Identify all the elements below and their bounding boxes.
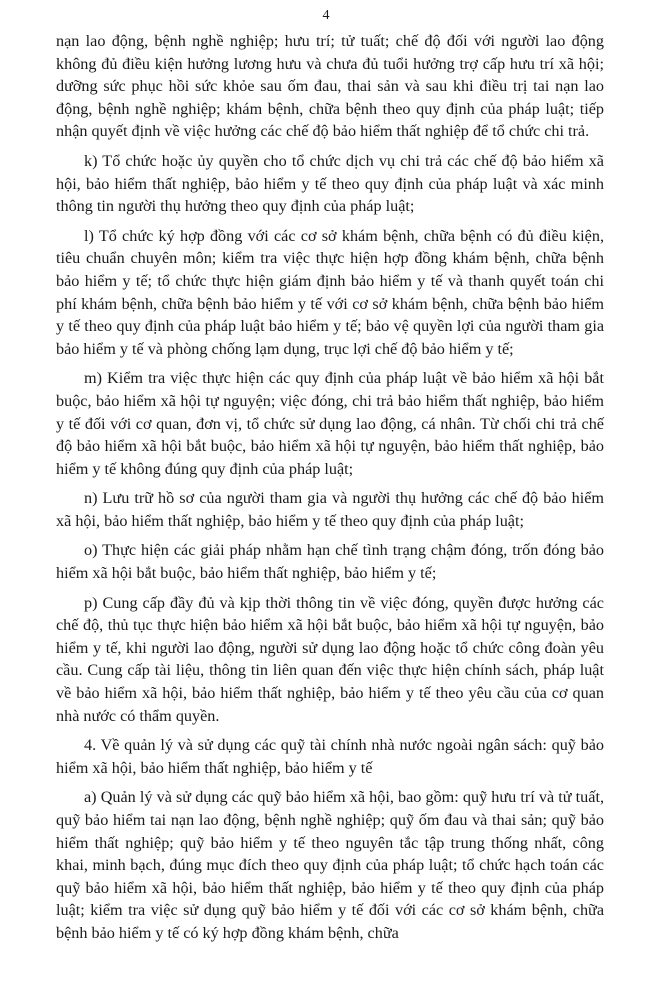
paragraph-item-m: m) Kiểm tra việc thực hiện các quy định của pháp luật về bảo hiểm xã hội bắt buộc, bảo hiểm xã hội tự nguyện; việc đóng, chi trả bảo hiểm thất nghiệp, bảo hiểm y tế đối với cơ quan, đơn vị, tổ chức sử dụng lao động, cá nhân. Từ chối chi trả chế độ bảo hiểm xã hội bắt buộc, bảo hiểm xã hội tự nguyện, bảo hiểm thất nghiệp, bảo hiểm y tế không đúng quy định của pháp luật; [56, 369, 604, 478]
paragraph-item-a: a) Quản lý và sử dụng các quỹ bảo hiểm xã hội, bao gồm: quỹ hưu trí và tử tuất, quỹ bảo hiểm tai nạn lao động, bệnh nghề nghiệp; quỹ ốm đau và thai sản; quỹ bảo hiểm thất nghiệp; quỹ bảo hiểm y tế theo nguyên tắc tập trung thống nhất, công khai, minh bạch, đúng mục đích theo quy định của pháp luật; tổ chức hạch toán các quỹ bảo hiểm xã hội, bảo hiểm thất nghiệp, bảo hiểm y tế theo quy định của pháp luật; kiểm tra việc sử dụng quỹ bảo hiểm y tế đối với các cơ sở khám bệnh, chữa bệnh bảo hiểm y tế có ký hợp đồng khám bệnh, chữa [56, 788, 604, 942]
document-body [56, 30, 604, 952]
paragraph-item-k: k) Tổ chức hoặc ủy quyền cho tổ chức dịch vụ chi trả các chế độ bảo hiểm xã hội, bảo hiểm thất nghiệp, bảo hiểm y tế theo quy định của pháp luật và xác minh thông tin người thụ hưởng theo quy định của pháp luật; [56, 151, 604, 216]
paragraph-continuation: nạn lao động, bệnh nghề nghiệp; hưu trí; tử tuất; chế độ đối với người lao động không đủ điều kiện hưởng lương hưu và chưa đủ tuổi hưởng trợ cấp hưu trí xã hội; dưỡng sức phục hồi sức khỏe sau ốm đau, thai sản và sau khi điều trị tai nạn lao động, bệnh nghề nghiệp; khám bệnh, chữa bệnh theo quy định của pháp luật; tiếp nhận quyết định về việc hưởng các chế độ bảo hiểm thất nghiệp để tổ chức chi trả. [56, 32, 604, 141]
paragraph-item-n: n) Lưu trữ hồ sơ của người tham gia và người thụ hưởng các chế độ bảo hiểm xã hội, bảo hiểm thất nghiệp, bảo hiểm y tế theo quy định của pháp luật; [56, 489, 604, 530]
paragraph-item-p: p) Cung cấp đầy đủ và kịp thời thông tin về việc đóng, quyền được hưởng các chế độ, thủ tục thực hiện bảo hiểm xã hội bắt buộc, bảo hiểm xã hội tự nguyện, bảo hiểm y tế, khi người lao động, người sử dụng lao động hoặc tổ chức công đoàn yêu cầu. Cung cấp tài liệu, thông tin liên quan đến việc thực hiện chính sách, pháp luật về bảo hiểm xã hội, bảo hiểm thất nghiệp, bảo hiểm y tế theo yêu cầu của cơ quan nhà nước có thẩm quyền. [56, 593, 604, 725]
page-number: 4 [322, 8, 330, 23]
paragraph-item-l: l) Tổ chức ký hợp đồng với các cơ sở khám bệnh, chữa bệnh có đủ điều kiện, tiêu chuẩn chuyên môn; kiểm tra việc thực hiện hợp đồng khám bệnh, chữa bệnh bảo hiểm y tế; tổ chức thực hiện giám định bảo hiểm y tế và thanh quyết toán chi phí khám bệnh, chữa bệnh bảo hiểm y tế với cơ sở khám bệnh, chữa bệnh bảo hiểm y tế theo quy định của pháp luật bảo hiểm y tế; bảo vệ quyền lợi của người tham gia bảo hiểm y tế và phòng chống lạm dụng, trục lợi chế độ bảo hiểm y tế; [56, 226, 604, 358]
section-heading-4: 4. Về quản lý và sử dụng các quỹ tài chính nhà nước ngoài ngân sách: quỹ bảo hiểm xã hội, bảo hiểm thất nghiệp, bảo hiểm y tế [56, 736, 604, 777]
paragraph-item-o: o) Thực hiện các giải pháp nhằm hạn chế tình trạng chậm đóng, trốn đóng bảo hiểm xã hội bắt buộc, bảo hiểm thất nghiệp, bảo hiểm y tế; [56, 541, 604, 583]
